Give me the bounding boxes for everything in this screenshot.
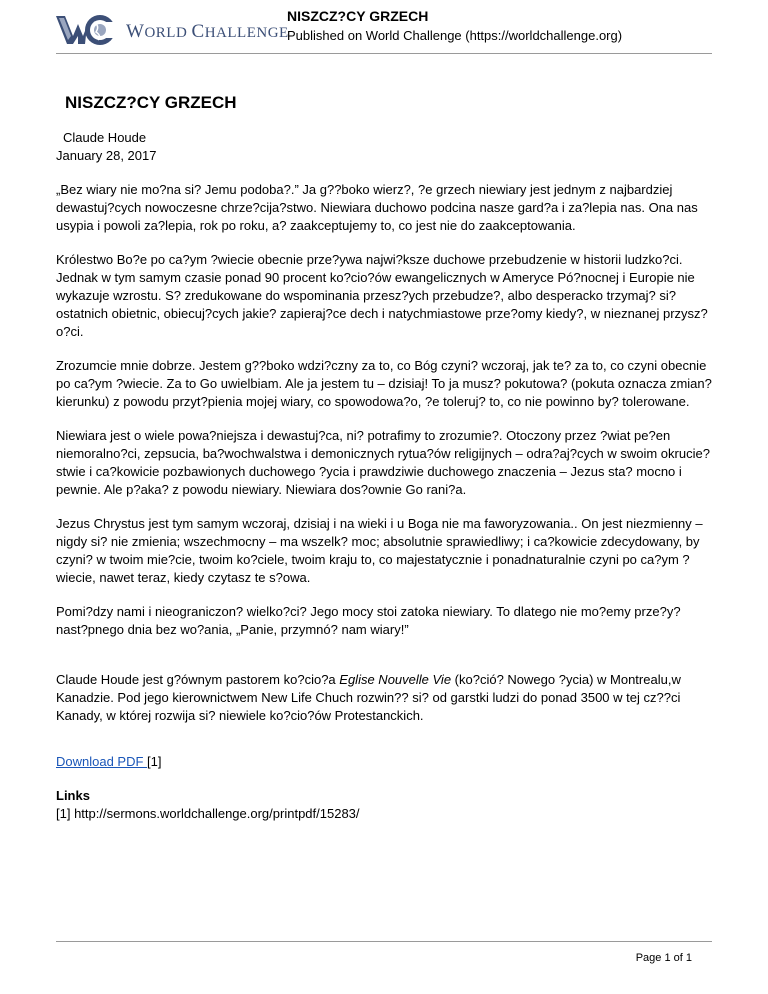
links-item: [1] http://sermons.worldchallenge.org/printpdf/15283/ <box>56 806 360 821</box>
article <box>56 93 712 839</box>
church-name: Eglise Nouvelle Vie <box>339 672 452 687</box>
header-title: NISZCZ?CY GRZECH <box>287 8 429 24</box>
article-title: NISZCZ?CY GRZECH <box>65 93 237 112</box>
article-paragraph: Królestwo Bo?e po ca?ym ?wiecie obecnie prze?ywa najwi?ksze duchowe przebudzenie w historii ludzko?ci. Jednak w tym samym czasie ponad 90 procent ko?cio?ów ewangelicznych w Ameryce Pó?nocnej i Europie nie wykazuje wzrostu. S? zredukowane do wspominania przesz?ych przebudze?, albo desperacko trzymaj? si? ostatnich obietnic, obiecuj?cych jakie? zapieraj?ce dech i natychmiastowe prze?omy kiedy?, w nieznanej przysz?o?ci. <box>56 252 708 339</box>
wc-globe-icon <box>56 12 122 48</box>
download-pdf-row <box>56 753 712 771</box>
header-divider <box>56 53 712 54</box>
article-paragraph: „Bez wiary nie mo?na si? Jemu podoba?.” Ja g??boko wierz?, ?e grzech niewiary jest jednym z najbardziej dewastuj?cych nowoczesne chrze?cija?stwo. Niewiara duchowo podcina nasze gard?a i za?lepia nas. Ona nas usypia i powoli za?lepia, rok po roku, a? zaakceptujemy to, co jest nie do zaakceptowania. <box>56 182 698 233</box>
article-paragraph: Niewiara jest o wiele powa?niejsza i dewastuj?ca, ni? potrafimy to zrozumie?. Otoczony przez ?wiat pe?en niemoralno?ci, zepsucia, ba?wochwalstwa i demonicznych rytua?ów religijnych – odra?aj?cych w swoim okrucie?stwie i ca?kowicie pozbawionych duchowego ?ycia i prawdziwie duchowego znaczenia – Jezus sta? mocno i pewnie. Ale p?aka? z powodu niewiary. Niewiara dos?ownie Go rani?a. <box>56 428 710 497</box>
footer-divider <box>56 941 712 942</box>
author-bio: Claude Houde jest g?ównym pastorem ko?cio?a Eglise Nouvelle Vie (ko?ció? Nowego ?ycia) w Montrealu,w Kanadzie. Pod jego kierownictwem New Life Chuch rozwin?? si? od garstki ludzi do ponad 3500 w tej cz??ci Kanady, w której rozwija si? niewiele ko?cio?ów Protestanckich. <box>56 672 681 723</box>
header-subtitle: Published on World Challenge (https://worldchallenge.org) <box>287 28 623 43</box>
download-pdf-link[interactable]: Download PDF <box>56 754 148 769</box>
article-paragraph: Pomi?dzy nami i nieograniczon? wielko?ci? Jego mocy stoi zatoka niewiary. To dlatego nie mo?emy prze?y? nast?pnego dnia bez wo?ania, „Panie, przymnó? nam wiary!” <box>56 604 681 637</box>
page-number: Page 1 of 1 <box>635 952 692 964</box>
article-meta <box>56 129 712 165</box>
article-paragraph: Jezus Chrystus jest tym samym wczoraj, dzisiaj i na wieki i u Boga nie ma faworyzowania.. On jest niezmienny – nigdy si? nie zmienia; wszechmocny – ma wszelk? moc; absolutnie sprawiedliwy; i ca?kowicie zdecydowany, by czyni? w twoim mie?cie, twoim ko?ciele, twoim kraju to, co majestatycznie i ponadnaturalnie czyni po ca?ym ?wiecie, nawet teraz, kiedy czytasz te s?owa. <box>56 516 703 585</box>
article-paragraph: Zrozumcie mnie dobrze. Jestem g??boko wdzi?czny za to, co Bóg czyni? wczoraj, jak te? za to, co czyni obecnie po ca?ym ?wiecie. Za to Go uwielbiam. Ale ja jestem tu – dzisiaj! To ja musz? pokutowa? (pokuta oznacza zmian? kierunku) z powodu przyt?pienia mojej wiary, co spowodowa?o, ?e toleruj? to, co nie powinno by? tolerowane. <box>56 358 712 409</box>
links-heading: Links <box>56 788 90 803</box>
download-ref: [1] <box>147 754 162 769</box>
logo-wordmark: WORLD CHALLENGE <box>126 21 289 42</box>
article-author: Claude Houde <box>63 130 147 145</box>
article-date: January 28, 2017 <box>56 148 157 163</box>
page-header <box>0 0 768 56</box>
